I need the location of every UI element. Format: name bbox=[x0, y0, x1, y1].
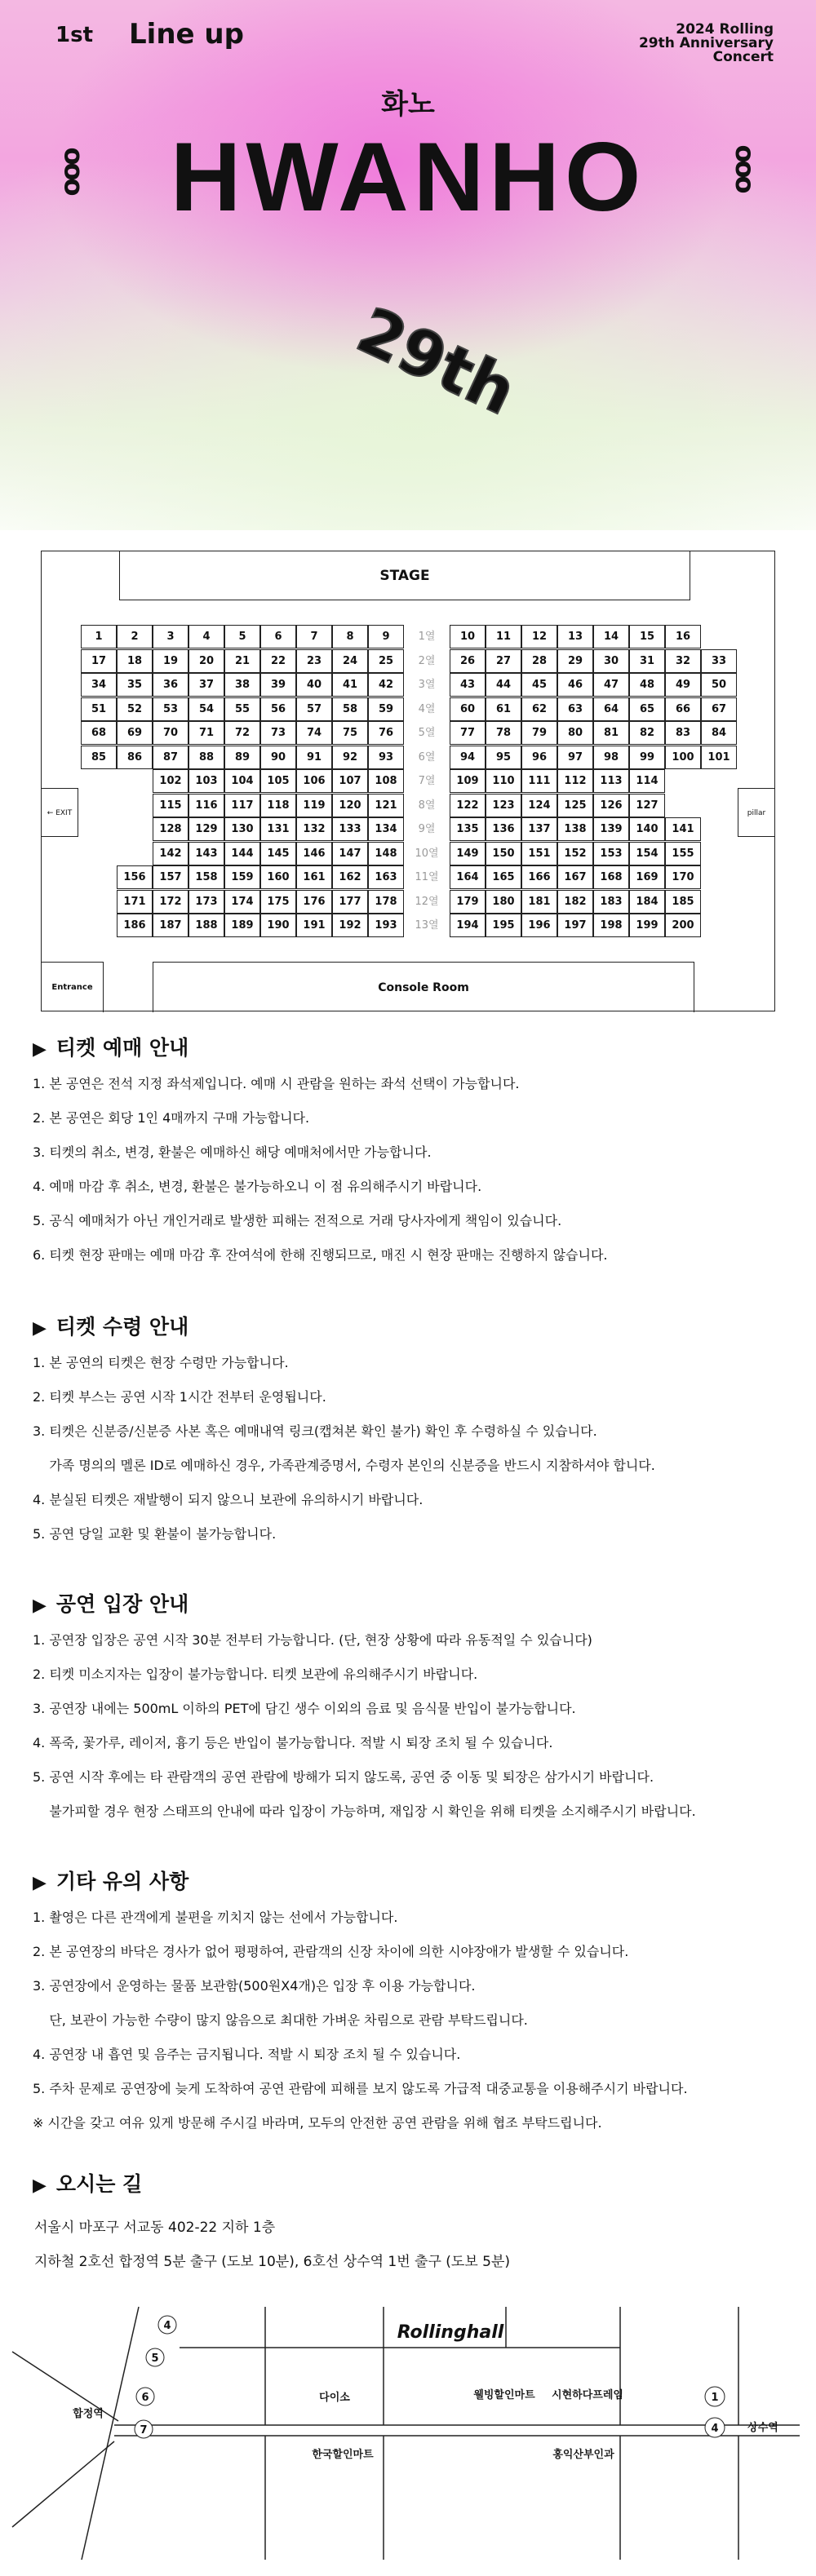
seat: 41 bbox=[332, 673, 368, 697]
seat: 110 bbox=[486, 769, 521, 793]
seat: 169 bbox=[629, 865, 665, 889]
seat: 54 bbox=[188, 697, 224, 721]
seat: 48 bbox=[629, 673, 665, 697]
seat: 34 bbox=[81, 673, 117, 697]
row-label: 11열 bbox=[415, 871, 439, 883]
concert-title bbox=[578, 23, 774, 64]
seat: 46 bbox=[557, 673, 593, 697]
seat: 36 bbox=[153, 673, 188, 697]
29th-emblem-icon bbox=[341, 285, 527, 430]
seat: 122 bbox=[450, 794, 486, 817]
row-label: 2열 bbox=[418, 654, 436, 667]
seat: 196 bbox=[521, 914, 557, 937]
entrance-label: Entrance bbox=[42, 962, 104, 1012]
seat: 178 bbox=[368, 890, 404, 914]
seat: 33 bbox=[701, 649, 737, 673]
row-label: 13열 bbox=[415, 919, 439, 932]
info-line: 6. 티켓 현장 판매는 예매 마감 후 잔여석에 한해 진행되므로, 매진 시 현장 판매는 진행하지 않습니다. bbox=[33, 1247, 608, 1263]
seat: 195 bbox=[486, 914, 521, 937]
seat: 40 bbox=[296, 673, 332, 697]
seat: 112 bbox=[557, 769, 593, 793]
info-line: 3. 공연장 내에는 500mL 이하의 PET에 담긴 생수 이외의 음료 및 음식물 반입이 불가능합니다. bbox=[33, 1701, 576, 1716]
seat: 18 bbox=[117, 649, 153, 673]
seat: 117 bbox=[224, 794, 260, 817]
seat: 35 bbox=[117, 673, 153, 697]
seat: 168 bbox=[593, 865, 629, 889]
seat: 74 bbox=[296, 721, 332, 745]
notice-text: ※ 시간을 갖고 여유 있게 방문해 주시길 바라며, 모두의 안전한 공연 관람을 위해 협조 부탁드립니다. bbox=[33, 2115, 602, 2131]
seat: 109 bbox=[450, 769, 486, 793]
info-line: 1. 촬영은 다른 관객에게 불편을 끼치지 않는 선에서 가능합니다. bbox=[33, 1910, 398, 1925]
map-place-label: 시현하다프레임 bbox=[552, 2389, 623, 2401]
seat: 179 bbox=[450, 890, 486, 914]
seat: 105 bbox=[260, 769, 296, 793]
seat: 12 bbox=[521, 625, 557, 648]
seat: 136 bbox=[486, 817, 521, 841]
seat: 23 bbox=[296, 649, 332, 673]
seat: 108 bbox=[368, 769, 404, 793]
seat: 71 bbox=[188, 721, 224, 745]
station-label: 상수역 bbox=[747, 2422, 778, 2434]
seat: 93 bbox=[368, 746, 404, 769]
seat: 128 bbox=[153, 817, 188, 841]
seat: 26 bbox=[450, 649, 486, 673]
seat: 193 bbox=[368, 914, 404, 937]
seat: 160 bbox=[260, 865, 296, 889]
seat: 106 bbox=[296, 769, 332, 793]
seat: 190 bbox=[260, 914, 296, 937]
seat: 148 bbox=[368, 842, 404, 865]
row-label: 9열 bbox=[418, 823, 436, 835]
info-line: 1. 본 공연의 티켓은 현장 수령만 가능합니다. bbox=[33, 1355, 289, 1370]
map-place-label: 다이소 bbox=[319, 2392, 350, 2404]
seat: 185 bbox=[665, 890, 701, 914]
seat: 191 bbox=[296, 914, 332, 937]
entry-section bbox=[33, 1591, 783, 1837]
seat: 44 bbox=[486, 673, 521, 697]
seat: 175 bbox=[260, 890, 296, 914]
seat: 5 bbox=[224, 625, 260, 648]
seat: 183 bbox=[593, 890, 629, 914]
info-line: 3. 티켓의 취소, 변경, 환불은 예매하신 해당 예매처에서만 가능합니다. bbox=[33, 1144, 432, 1160]
seat: 192 bbox=[332, 914, 368, 937]
seat: 63 bbox=[557, 697, 593, 721]
seat: 67 bbox=[701, 697, 737, 721]
seat: 84 bbox=[701, 721, 737, 745]
seat: 28 bbox=[521, 649, 557, 673]
address-text: 서울시 마포구 서교동 402-22 지하 1층 bbox=[34, 2220, 276, 2236]
seat: 25 bbox=[368, 649, 404, 673]
seat: 194 bbox=[450, 914, 486, 937]
seat: 147 bbox=[332, 842, 368, 865]
seat: 154 bbox=[629, 842, 665, 865]
seat: 8 bbox=[332, 625, 368, 648]
info-line: 2. 티켓 미소지자는 입장이 불가능합니다. 티켓 보관에 유의해주시기 바랍니다. bbox=[33, 1666, 478, 1682]
seat: 143 bbox=[188, 842, 224, 865]
seat: 177 bbox=[332, 890, 368, 914]
seat: 49 bbox=[665, 673, 701, 697]
seat: 184 bbox=[629, 890, 665, 914]
seat: 83 bbox=[665, 721, 701, 745]
location-map bbox=[0, 2291, 816, 2560]
info-line: 3. 공연장에서 운영하는 물품 보관함(500원X4개)은 입장 후 이용 가능합니다. bbox=[33, 1978, 476, 1994]
seat: 165 bbox=[486, 865, 521, 889]
seat: 199 bbox=[629, 914, 665, 937]
seat: 182 bbox=[557, 890, 593, 914]
section-title-text: 공연 입장 안내 bbox=[55, 1592, 189, 1616]
seat: 123 bbox=[486, 794, 521, 817]
seat: 1 bbox=[81, 625, 117, 648]
seat: 96 bbox=[521, 746, 557, 769]
seat: 104 bbox=[224, 769, 260, 793]
row-label: 4열 bbox=[418, 702, 436, 715]
seat: 57 bbox=[296, 697, 332, 721]
directions-title bbox=[33, 2168, 142, 2198]
seat: 51 bbox=[81, 697, 117, 721]
seat: 107 bbox=[332, 769, 368, 793]
seat: 10 bbox=[450, 625, 486, 648]
seat: 151 bbox=[521, 842, 557, 865]
seat: 29 bbox=[557, 649, 593, 673]
seat: 55 bbox=[224, 697, 260, 721]
seat: 152 bbox=[557, 842, 593, 865]
seat: 133 bbox=[332, 817, 368, 841]
seat: 30 bbox=[593, 649, 629, 673]
seat: 59 bbox=[368, 697, 404, 721]
info-line: 5. 공연 시작 후에는 타 관람객의 공연 관람에 방해가 되지 않도록, 공연 중 이동 및 퇴장은 삼가시기 바랍니다. bbox=[33, 1769, 654, 1785]
row-label: 7열 bbox=[418, 775, 436, 787]
seat: 17 bbox=[81, 649, 117, 673]
seat: 87 bbox=[153, 746, 188, 769]
info-line: 4. 예매 마감 후 취소, 변경, 환불은 불가능하오니 이 점 유의해주시기 바랍니다. bbox=[33, 1179, 482, 1194]
info-line: 4. 폭죽, 꽃가루, 레이저, 흉기 등은 반입이 불가능합니다. 적발 시 퇴장 조치 될 수 있습니다. bbox=[33, 1735, 553, 1751]
info-line: 3. 티켓은 신분증/신분증 사본 혹은 예매내역 링크(캡쳐본 확인 불가) 확인 후 수령하실 수 있습니다. bbox=[33, 1423, 597, 1439]
seat: 80 bbox=[557, 721, 593, 745]
seat: 53 bbox=[153, 697, 188, 721]
seat: 121 bbox=[368, 794, 404, 817]
seat: 75 bbox=[332, 721, 368, 745]
seat: 114 bbox=[629, 769, 665, 793]
seat: 42 bbox=[368, 673, 404, 697]
seat: 180 bbox=[486, 890, 521, 914]
seat: 131 bbox=[260, 817, 296, 841]
seat: 20 bbox=[188, 649, 224, 673]
seat: 77 bbox=[450, 721, 486, 745]
seat: 129 bbox=[188, 817, 224, 841]
seat: 171 bbox=[117, 890, 153, 914]
seat: 146 bbox=[296, 842, 332, 865]
seat: 52 bbox=[117, 697, 153, 721]
seat: 61 bbox=[486, 697, 521, 721]
triangle-right-icon: ▶ bbox=[33, 1873, 47, 1893]
seat: 58 bbox=[332, 697, 368, 721]
seat: 164 bbox=[450, 865, 486, 889]
seat: 103 bbox=[188, 769, 224, 793]
ticket-booking-section bbox=[33, 1034, 783, 1281]
seat: 172 bbox=[153, 890, 188, 914]
section-title-text: 티켓 수령 안내 bbox=[55, 1315, 189, 1339]
section-title bbox=[33, 1313, 783, 1341]
info-line: 1. 본 공연은 전석 지정 좌석제입니다. 예매 시 관람을 원하는 좌석 선택이 가능합니다. bbox=[33, 1076, 520, 1091]
seat: 98 bbox=[593, 746, 629, 769]
seat: 78 bbox=[486, 721, 521, 745]
seat: 144 bbox=[224, 842, 260, 865]
row-label: 6열 bbox=[418, 750, 436, 764]
seat: 99 bbox=[629, 746, 665, 769]
seat: 81 bbox=[593, 721, 629, 745]
seat: 86 bbox=[117, 746, 153, 769]
triangle-right-icon: ▶ bbox=[33, 1318, 47, 1339]
seat: 43 bbox=[450, 673, 486, 697]
edition-label: 1st bbox=[55, 23, 93, 47]
seat: 73 bbox=[260, 721, 296, 745]
seat: 79 bbox=[521, 721, 557, 745]
seat: 88 bbox=[188, 746, 224, 769]
seat: 157 bbox=[153, 865, 188, 889]
map-road bbox=[82, 2307, 139, 2560]
seat: 113 bbox=[593, 769, 629, 793]
seat: 100 bbox=[665, 746, 701, 769]
info-line: 5. 공연 당일 교환 및 환불이 불가능합니다. bbox=[33, 1526, 277, 1542]
info-line: 5. 공식 예매처가 아닌 개인거래로 발생한 피해는 전적으로 거래 당사자에게 책임이 있습니다. bbox=[33, 1213, 562, 1228]
other-notes-section bbox=[33, 1868, 783, 2114]
seat: 139 bbox=[593, 817, 629, 841]
stage-area: STAGE bbox=[119, 551, 690, 600]
seat: 47 bbox=[593, 673, 629, 697]
seat: 3 bbox=[153, 625, 188, 648]
seat: 126 bbox=[593, 794, 629, 817]
seat: 2 bbox=[117, 625, 153, 648]
seat: 94 bbox=[450, 746, 486, 769]
seat: 9 bbox=[368, 625, 404, 648]
seat: 69 bbox=[117, 721, 153, 745]
seat: 111 bbox=[521, 769, 557, 793]
seat: 173 bbox=[188, 890, 224, 914]
seat: 39 bbox=[260, 673, 296, 697]
seat: 22 bbox=[260, 649, 296, 673]
map-place-label: 홍익산부인과 bbox=[552, 2449, 614, 2461]
seat: 50 bbox=[701, 673, 737, 697]
directions-title-text: 오시는 길 bbox=[55, 2172, 143, 2196]
seat: 38 bbox=[224, 673, 260, 697]
seat: 134 bbox=[368, 817, 404, 841]
seat: 176 bbox=[296, 890, 332, 914]
row-label: 10열 bbox=[415, 847, 439, 860]
seat: 4 bbox=[188, 625, 224, 648]
seat: 24 bbox=[332, 649, 368, 673]
seat: 13 bbox=[557, 625, 593, 648]
seat: 70 bbox=[153, 721, 188, 745]
seat: 19 bbox=[153, 649, 188, 673]
seat: 72 bbox=[224, 721, 260, 745]
concert-title-line: Concert bbox=[712, 49, 774, 65]
section-title bbox=[33, 1034, 783, 1062]
seat: 153 bbox=[593, 842, 629, 865]
seat: 197 bbox=[557, 914, 593, 937]
exit-label: ← EXIT bbox=[42, 788, 78, 837]
artist-name: HWANHO bbox=[170, 122, 646, 232]
seat: 92 bbox=[332, 746, 368, 769]
exit-number: 4 bbox=[711, 2423, 719, 2435]
seat: 37 bbox=[188, 673, 224, 697]
info-line: 1. 공연장 입장은 공연 시작 30분 전부터 가능합니다. (단, 현장 상황에 따라 유동적일 수 있습니다) bbox=[33, 1632, 592, 1648]
ticket-pickup-section bbox=[33, 1313, 783, 1560]
side-ornament-left: ooo bbox=[58, 147, 90, 194]
seat: 90 bbox=[260, 746, 296, 769]
seat: 101 bbox=[701, 746, 737, 769]
seat: 166 bbox=[521, 865, 557, 889]
seat: 21 bbox=[224, 649, 260, 673]
seat: 102 bbox=[153, 769, 188, 793]
seat: 200 bbox=[665, 914, 701, 937]
seat: 181 bbox=[521, 890, 557, 914]
seat: 68 bbox=[81, 721, 117, 745]
seat: 64 bbox=[593, 697, 629, 721]
triangle-right-icon: ▶ bbox=[33, 1039, 47, 1060]
info-line: 2. 본 공연장의 바닥은 경사가 없어 평평하여, 관람객의 신장 차이에 의한 시야장애가 발생할 수 있습니다. bbox=[33, 1944, 629, 1959]
row-label: 5열 bbox=[418, 727, 436, 739]
section-title-text: 티켓 예매 안내 bbox=[55, 1036, 189, 1060]
seat: 170 bbox=[665, 865, 701, 889]
seat: 161 bbox=[296, 865, 332, 889]
seat: 95 bbox=[486, 746, 521, 769]
seat: 189 bbox=[224, 914, 260, 937]
exit-number: 1 bbox=[711, 2392, 719, 2404]
seat: 141 bbox=[665, 817, 701, 841]
seat: 60 bbox=[450, 697, 486, 721]
seat: 186 bbox=[117, 914, 153, 937]
lineup-label: Line up bbox=[129, 18, 244, 51]
seat: 174 bbox=[224, 890, 260, 914]
seat: 125 bbox=[557, 794, 593, 817]
seat: 149 bbox=[450, 842, 486, 865]
seat: 188 bbox=[188, 914, 224, 937]
concert-title-line: 29th Anniversary bbox=[638, 35, 774, 51]
seat: 127 bbox=[629, 794, 665, 817]
row-label: 1열 bbox=[418, 631, 436, 643]
seat: 187 bbox=[153, 914, 188, 937]
seat: 7 bbox=[296, 625, 332, 648]
emblem-text: 29th bbox=[346, 294, 527, 430]
seat: 6 bbox=[260, 625, 296, 648]
triangle-right-icon: ▶ bbox=[33, 2175, 47, 2196]
seat: 16 bbox=[665, 625, 701, 648]
info-line: 단, 보관이 가능한 수량이 많지 않음으로 최대한 가벼운 차림으로 관람 부탁드립니다. bbox=[33, 2012, 528, 2028]
seat: 198 bbox=[593, 914, 629, 937]
exit-number: 6 bbox=[141, 2392, 149, 2404]
seat: 27 bbox=[486, 649, 521, 673]
seat: 115 bbox=[153, 794, 188, 817]
exit-number: 4 bbox=[163, 2320, 171, 2332]
seat: 140 bbox=[629, 817, 665, 841]
seat: 82 bbox=[629, 721, 665, 745]
seat: 76 bbox=[368, 721, 404, 745]
seat: 145 bbox=[260, 842, 296, 865]
seat: 158 bbox=[188, 865, 224, 889]
seat: 155 bbox=[665, 842, 701, 865]
seat-map bbox=[41, 551, 775, 1011]
info-line: 2. 티켓 부스는 공연 시작 1시간 전부터 운영됩니다. bbox=[33, 1389, 326, 1405]
seat: 32 bbox=[665, 649, 701, 673]
seat: 124 bbox=[521, 794, 557, 817]
seat: 31 bbox=[629, 649, 665, 673]
seat: 85 bbox=[81, 746, 117, 769]
seat: 45 bbox=[521, 673, 557, 697]
info-line: 가족 명의의 멜론 ID로 예매하신 경우, 가족관계증명서, 수령자 본인의 신분증을 반드시 지참하셔야 합니다. bbox=[33, 1458, 655, 1473]
seat: 118 bbox=[260, 794, 296, 817]
seat: 135 bbox=[450, 817, 486, 841]
exit-number: 5 bbox=[151, 2352, 159, 2365]
seat: 142 bbox=[153, 842, 188, 865]
seat: 138 bbox=[557, 817, 593, 841]
seat: 120 bbox=[332, 794, 368, 817]
seat: 132 bbox=[296, 817, 332, 841]
seat: 159 bbox=[224, 865, 260, 889]
section-title-text: 기타 유의 사항 bbox=[55, 1870, 189, 1893]
section-title bbox=[33, 1591, 783, 1618]
triangle-right-icon: ▶ bbox=[33, 1596, 47, 1616]
row-label: 8열 bbox=[418, 799, 436, 812]
seat: 97 bbox=[557, 746, 593, 769]
seat: 163 bbox=[368, 865, 404, 889]
row-label: 3열 bbox=[418, 679, 436, 691]
subway-text: 지하철 2호선 합정역 5분 출구 (도보 10분), 6호선 상수역 1번 출구 (도보 5분) bbox=[34, 2254, 511, 2270]
exit-number: 7 bbox=[140, 2424, 148, 2437]
map-place-label: 웰빙할인마트 bbox=[473, 2389, 535, 2401]
concert-title-line: 2024 Rolling bbox=[676, 21, 774, 38]
info-line: 2. 본 공연은 회당 1인 4매까지 구매 가능합니다. bbox=[33, 1110, 310, 1126]
seat: 15 bbox=[629, 625, 665, 648]
side-ornament-right: ooo bbox=[725, 147, 757, 194]
info-line: 4. 분실된 티켓은 재발행이 되지 않으니 보관에 유의하시기 바랍니다. bbox=[33, 1492, 424, 1507]
hero-banner bbox=[0, 0, 816, 530]
info-line: 불가피할 경우 현장 스태프의 안내에 따라 입장이 가능하며, 재입장 시 확인을 위해 티켓을 소지해주시기 바랍니다. bbox=[33, 1804, 696, 1819]
seat: 137 bbox=[521, 817, 557, 841]
seat: 119 bbox=[296, 794, 332, 817]
map-place-label: 한국할인마트 bbox=[312, 2449, 374, 2461]
console-room: Console Room bbox=[153, 962, 694, 1012]
artist-korean-name: 화노 bbox=[381, 88, 435, 121]
seat: 156 bbox=[117, 865, 153, 889]
seat: 62 bbox=[521, 697, 557, 721]
venue-label: Rollinghall bbox=[397, 2322, 504, 2343]
seat: 66 bbox=[665, 697, 701, 721]
row-label: 12열 bbox=[415, 895, 439, 908]
seat: 65 bbox=[629, 697, 665, 721]
seat: 56 bbox=[260, 697, 296, 721]
seat: 116 bbox=[188, 794, 224, 817]
pillar-label: pillar bbox=[738, 788, 774, 837]
info-line: 5. 주차 문제로 공연장에 늦게 도착하여 공연 관람에 피해를 보지 않도록 가급적 대중교통을 이용해주시기 바랍니다. bbox=[33, 2081, 688, 2096]
seat: 167 bbox=[557, 865, 593, 889]
seat: 150 bbox=[486, 842, 521, 865]
seat: 11 bbox=[486, 625, 521, 648]
seat: 162 bbox=[332, 865, 368, 889]
seat: 14 bbox=[593, 625, 629, 648]
seat: 130 bbox=[224, 817, 260, 841]
info-line: 4. 공연장 내 흡연 및 음주는 금지됩니다. 적발 시 퇴장 조치 될 수 있습니다. bbox=[33, 2047, 461, 2062]
seat: 91 bbox=[296, 746, 332, 769]
section-title bbox=[33, 1868, 783, 1896]
station-label: 합정역 bbox=[73, 2408, 104, 2420]
seat: 89 bbox=[224, 746, 260, 769]
